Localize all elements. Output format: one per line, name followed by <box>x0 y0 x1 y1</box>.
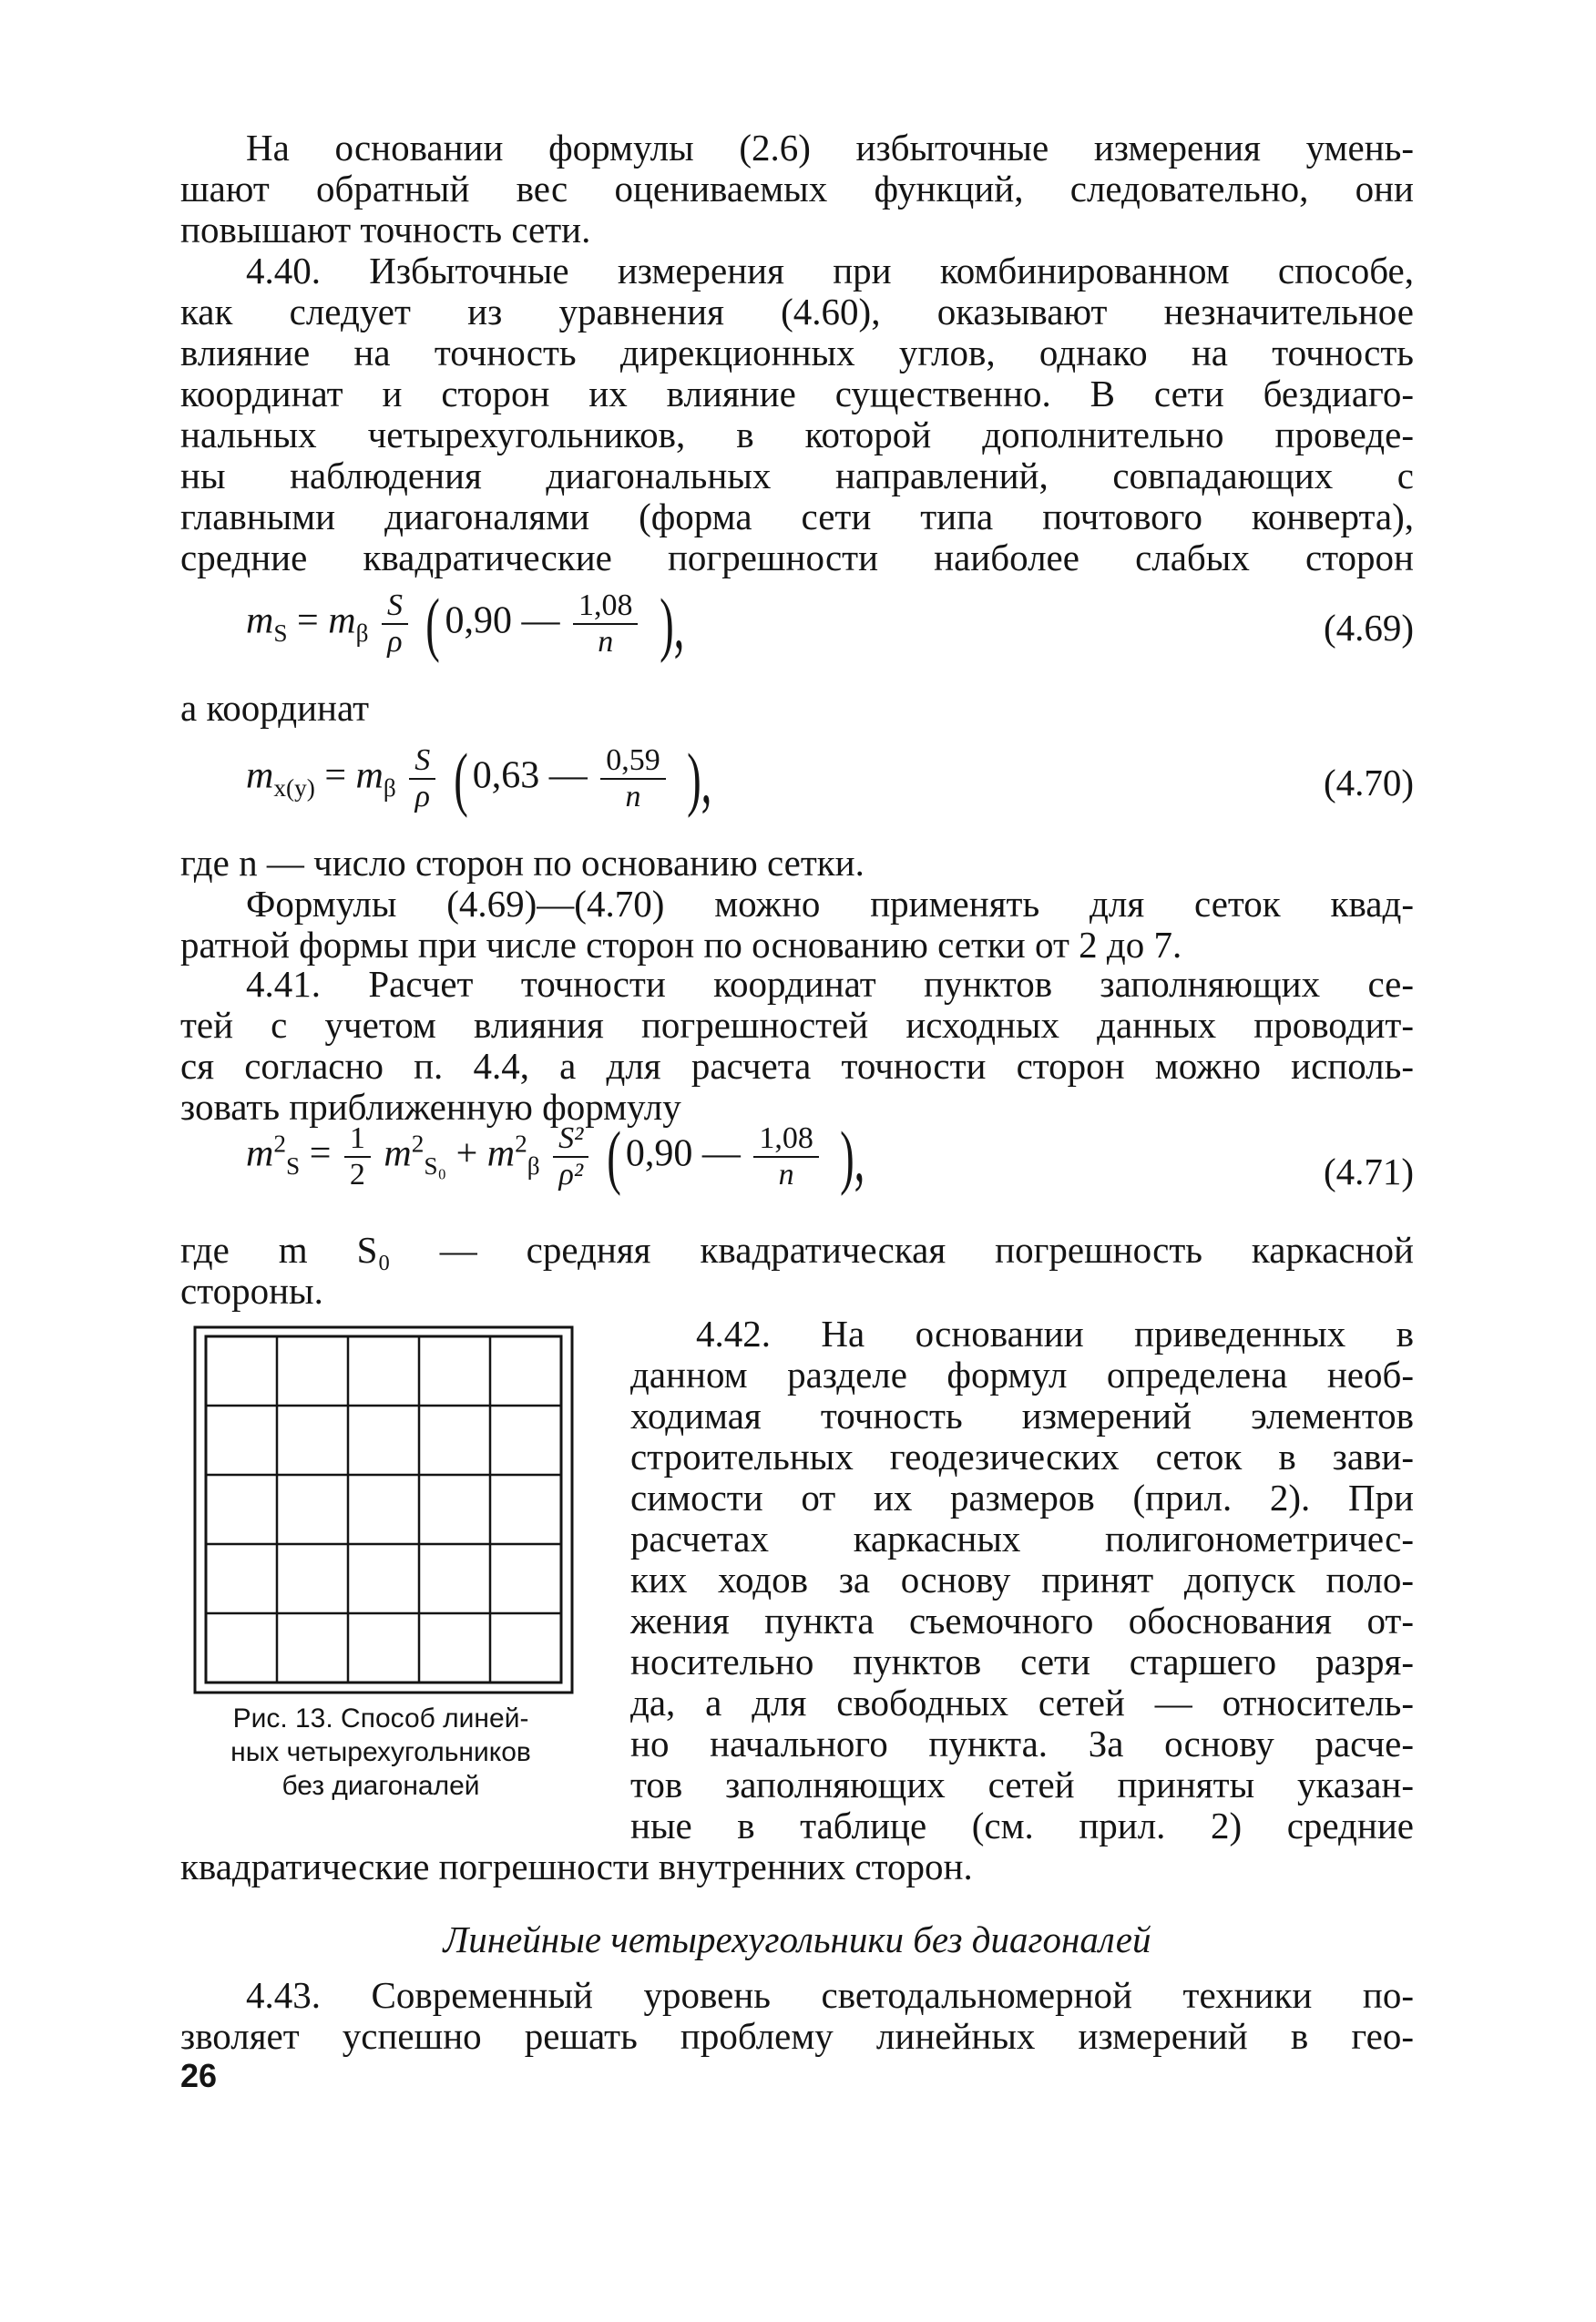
text-line: ходимая точность измерений элементов <box>630 1395 1414 1437</box>
text-line: зволяет успешно решать проблему линейных измерений в гео- <box>180 2015 1414 2057</box>
text-line: 4.43. Современный уровень светодальномерной техники по- <box>246 1974 1414 2016</box>
text-gde-n: где n — число сторон по основанию сетки. <box>180 842 864 884</box>
figure-caption <box>180 1702 581 1803</box>
text-line: где m S₀ — средняя квадратическая погрешность каркасной <box>180 1229 1414 1271</box>
paragraph-gde-ms0 <box>180 1230 1414 1312</box>
equation-number: (4.70) <box>1323 762 1414 803</box>
caption-line: Рис. 13. Способ линей- <box>232 1703 529 1734</box>
text-line: координат и сторон их влияние существенно. В сети бездиаго- <box>180 373 1414 414</box>
text-line: средние квадратические погрешности наиболее слабых сторон <box>180 537 1414 578</box>
formula-4-71: $m^2_S$ = $\frac{1}{2}$ $m^2_{S_0} + m^2_\beta$ $\frac{\text{S²}}{\text{ρ²}}$ ( 0,90 — $\frac{1,08}{n}$ ), <box>246 1117 865 1196</box>
equation-number: (4.71) <box>1323 1151 1414 1192</box>
paragraph-4-42-tail: квадратические погрешности внутренних сторон. <box>180 1846 973 1887</box>
text-line: тов заполняющих сетей приняты указан- <box>630 1764 1414 1805</box>
grid-outer-border <box>195 1327 572 1693</box>
text-line: симости от их размеров (прил. 2). При <box>630 1477 1414 1519</box>
text-line: строительных геодезических сеток в зави- <box>630 1436 1414 1478</box>
text-line: На основании формулы (2.6) избыточные измерения умень- <box>246 127 1414 169</box>
text-line: ны наблюдения диагональных направлений, совпадающих с <box>180 455 1414 496</box>
formula-4-70: $m_{x(y)} = m_\beta$ $\frac{S}{\rho}$ ( 0,63 — $\frac{0,59}{n}$ ), <box>246 739 712 818</box>
paragraph-4-42 <box>630 1314 1414 1846</box>
text-line: да, а для свободных сетей — относитель- <box>630 1682 1414 1724</box>
text-line: стороны. <box>180 1270 323 1312</box>
text-line: тей с учетом влияния погрешностей исходных данных проводит- <box>180 1004 1414 1046</box>
text-line: жения пункта съемочного обоснования от- <box>630 1600 1414 1642</box>
text-line: носительно пунктов сети старшего разря- <box>630 1641 1414 1683</box>
figure-grid <box>193 1325 574 1694</box>
text-line: ся согласно п. 4.4, а для расчета точности сторон можно исполь- <box>180 1045 1414 1087</box>
text-line: 4.41. Расчет точности координат пунктов заполняющих се- <box>246 963 1414 1005</box>
paragraph-1 <box>180 128 1414 251</box>
formula-4-69: $m_S = m_\beta$ $\frac{S}{\rho}$ ( 0,90 — $\frac{1,08}{n}$ ), <box>246 584 685 663</box>
text-line: зовать приближенную формулу <box>180 1086 681 1128</box>
text-line: данном разделе формул определена необ- <box>630 1354 1414 1396</box>
text-line: ких ходов за основу принят допуск поло- <box>630 1559 1414 1601</box>
paragraph-4-40 <box>180 251 1414 578</box>
caption-line: без диагоналей <box>281 1771 480 1801</box>
paragraph-4-41 <box>180 964 1414 1128</box>
paragraph-4-43 <box>180 1975 1414 2057</box>
text-line: как следует из уравнения (4.60), оказывают незначительное <box>180 291 1414 332</box>
text-line: влияние на точность дирекционных углов, однако на точность <box>180 332 1414 373</box>
grid-inner-border <box>206 1336 561 1683</box>
text-line: нальных четырехугольников, в которой дополнительно проведе- <box>180 414 1414 455</box>
caption-line: ных четырехугольников <box>230 1737 531 1767</box>
text-line: Формулы (4.69)—(4.70) можно применять для сеток квад- <box>246 883 1414 925</box>
page-number: 26 <box>180 2057 218 2094</box>
text-line: но начального пункта. За основу расче- <box>630 1723 1414 1765</box>
text-line: главными диагоналями (форма сети типа почтового конверта), <box>180 496 1414 537</box>
text-line: 4.40. Избыточные измерения при комбинированном способе, <box>246 250 1414 292</box>
text-line: шают обратный вес оцениваемых функций, следовательно, они <box>180 168 1414 210</box>
text-a-koordinat: а координат <box>180 687 370 729</box>
text-line: расчетах каркасных полигонометричес- <box>630 1518 1414 1560</box>
section-title: Линейные четырехугольники без диагоналей <box>443 1918 1151 1960</box>
text-line: 4.42. На основании приведенных в <box>696 1313 1414 1355</box>
paragraph-formulas <box>180 884 1414 966</box>
equation-number: (4.69) <box>1323 607 1414 649</box>
text-line: повышают точность сети. <box>180 209 591 251</box>
text-line: ратной формы при числе сторон по основанию сетки от 2 до 7. <box>180 924 1182 966</box>
text-line: ные в таблице (см. прил. 2) средние <box>630 1805 1414 1846</box>
